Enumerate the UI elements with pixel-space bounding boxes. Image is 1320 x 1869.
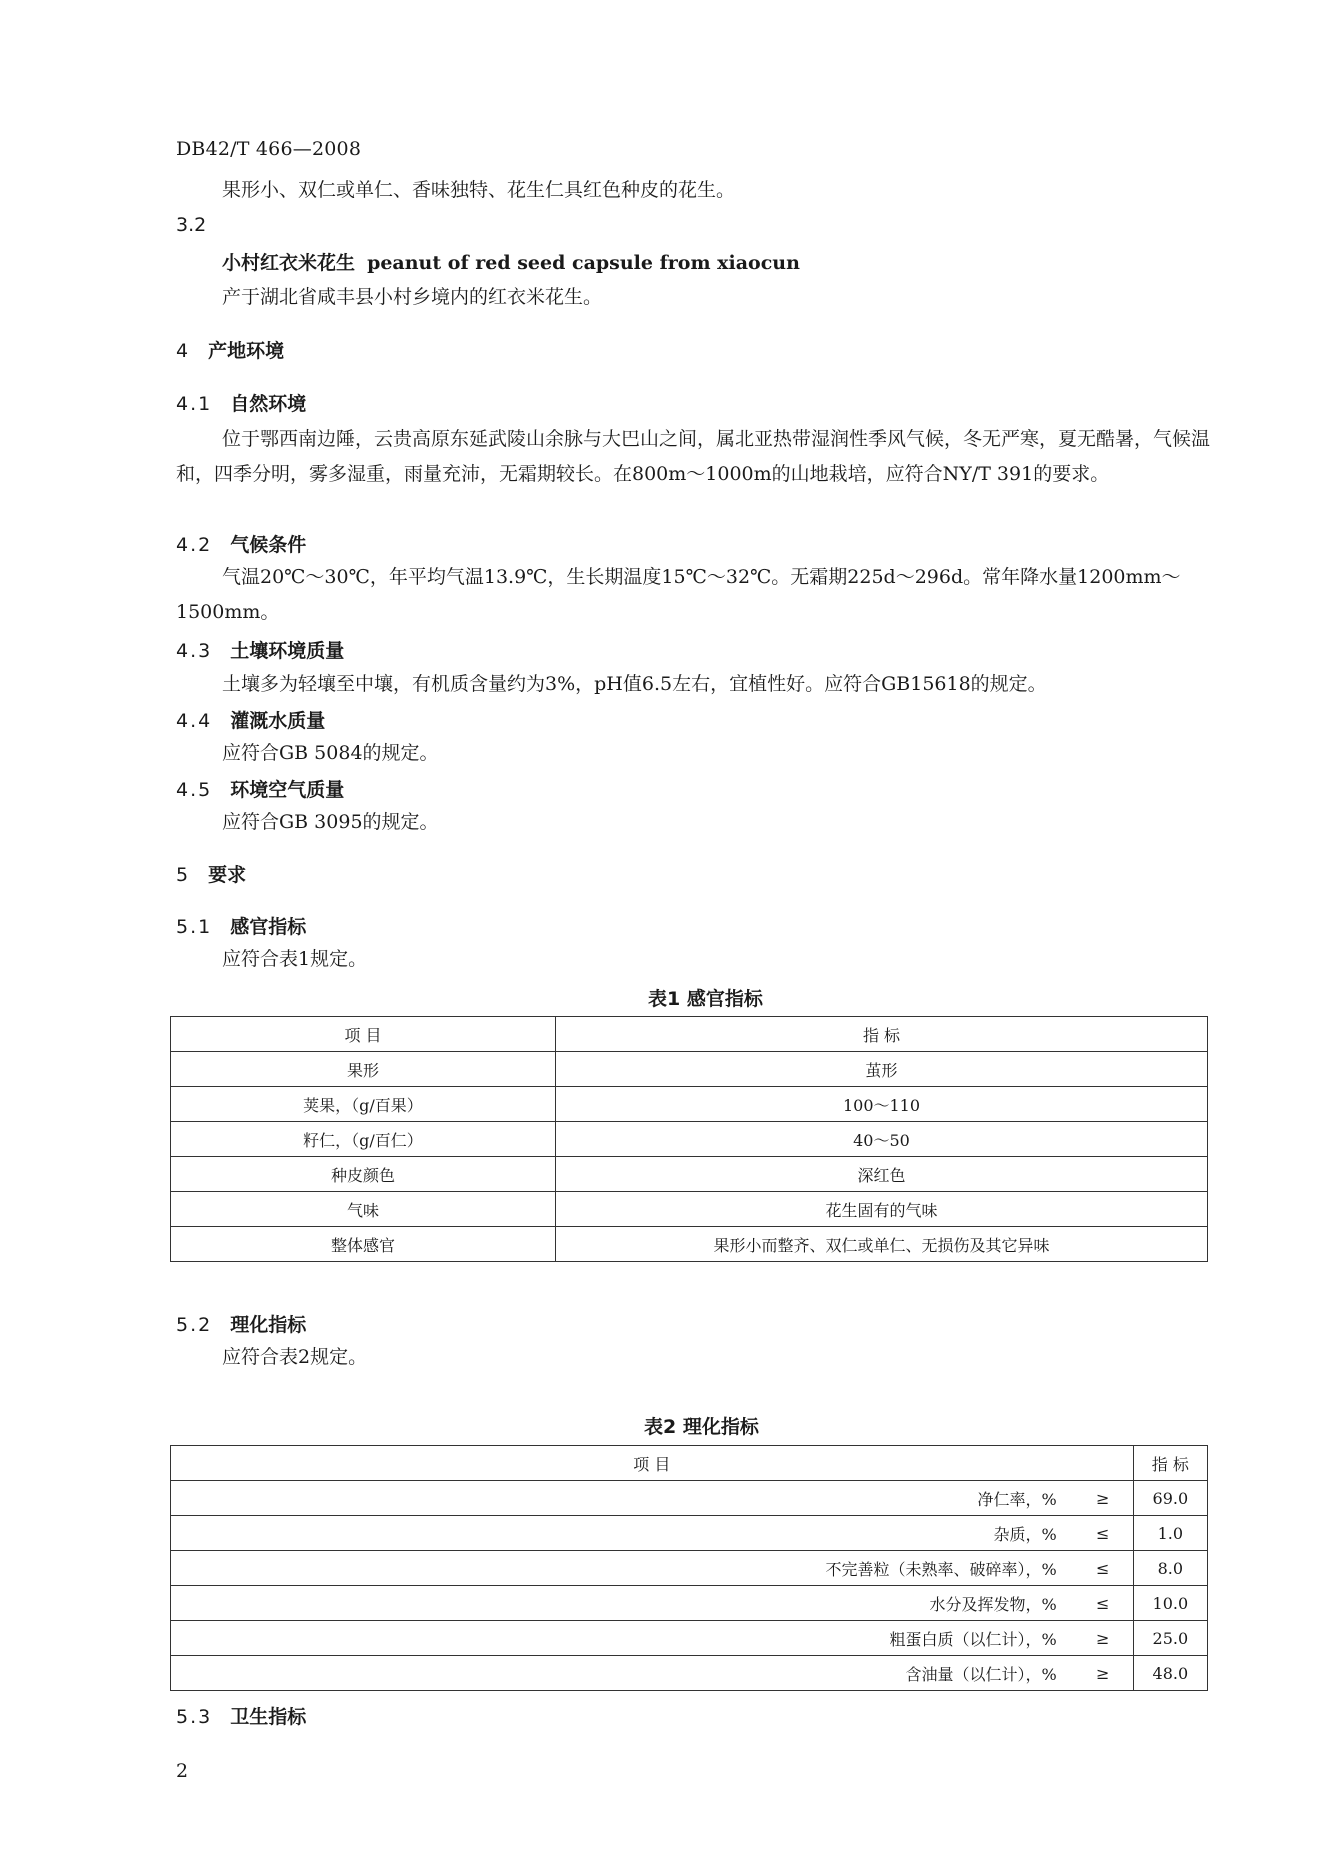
table-cell-value: 茧形 (556, 1052, 1208, 1087)
table-row (171, 1052, 1208, 1087)
table-cell-value: 1.0 (1133, 1516, 1207, 1551)
section-number: 4.1 (176, 393, 213, 415)
section-title: 灌溉水质量 (230, 710, 326, 732)
section-title: 产地环境 (208, 340, 285, 362)
table-row (171, 1227, 1208, 1262)
table1-caption: 表1 感官指标 (648, 988, 763, 1010)
table-cell-item: 杂质，% (171, 1516, 1073, 1551)
table-cell-operator: ≤ (1073, 1516, 1134, 1551)
table-cell-item: 含油量（以仁计），% (171, 1656, 1073, 1691)
table-header-row (171, 1446, 1208, 1481)
table2-physicochemical-indicators (170, 1445, 1208, 1691)
term-definition: 产于湖北省咸丰县小村乡境内的红衣米花生。 (222, 286, 603, 308)
table-header-cell: 项 目 (171, 1017, 556, 1052)
table-header-cell: 项 目 (171, 1446, 1134, 1481)
section-number: 5.3 (176, 1706, 213, 1728)
intro-line: 果形小、双仁或单仁、香味独特、花生仁具红色种皮的花生。 (222, 179, 736, 201)
document-header-code: DB42/T 466—2008 (176, 138, 362, 160)
section-5-3-heading (176, 1702, 306, 1729)
section-5-2-heading (176, 1310, 306, 1337)
section-5-heading (176, 860, 246, 887)
table2-caption: 表2 理化指标 (644, 1416, 759, 1438)
section-4-1-heading (176, 389, 306, 416)
table-cell-operator: ≤ (1073, 1551, 1134, 1586)
section-5-1-heading (176, 912, 306, 939)
section-number: 4 (176, 340, 191, 362)
section-title: 自然环境 (230, 393, 307, 415)
section-number: 3.2 (176, 214, 207, 236)
section-4-5-text: 应符合GB 3095的规定。 (222, 811, 439, 833)
table-header-cell: 指 标 (1133, 1446, 1207, 1481)
section-4-4-heading (176, 706, 325, 733)
table-cell-value: 100～110 (556, 1087, 1208, 1122)
table-cell-item: 不完善粒（未熟率、破碎率），% (171, 1551, 1073, 1586)
term-cn: 小村红衣米花生 (222, 252, 356, 274)
table-row (171, 1656, 1208, 1691)
table-cell-item: 净仁率，% (171, 1481, 1073, 1516)
section-number: 4.4 (176, 710, 213, 732)
section-title: 土壤环境质量 (230, 640, 345, 662)
section-4-heading (176, 336, 284, 363)
table-row (171, 1551, 1208, 1586)
table-cell-value: 48.0 (1133, 1656, 1207, 1691)
section-title: 卫生指标 (230, 1706, 307, 1728)
table1-sensory-indicators (170, 1016, 1208, 1262)
term-line (222, 246, 800, 281)
table-cell-item: 水分及挥发物，% (171, 1586, 1073, 1621)
table-header-cell: 指 标 (556, 1017, 1208, 1052)
section-title: 要求 (208, 864, 247, 886)
table-header-row (171, 1017, 1208, 1052)
section-title: 气候条件 (230, 534, 307, 556)
table-cell-value: 40～50 (556, 1122, 1208, 1157)
section-number: 5 (176, 864, 191, 886)
section-5-2-text: 应符合表2规定。 (222, 1346, 368, 1368)
table-row (171, 1087, 1208, 1122)
section-number: 5.1 (176, 916, 213, 938)
table-cell-operator: ≥ (1073, 1621, 1134, 1656)
table-row (171, 1192, 1208, 1227)
table-cell-value: 69.0 (1133, 1481, 1207, 1516)
table-cell-operator: ≤ (1073, 1586, 1134, 1621)
table-cell-item: 气味 (171, 1192, 556, 1227)
page-number: 2 (176, 1760, 189, 1782)
section-number: 4.2 (176, 534, 213, 556)
table-cell-item: 果形 (171, 1052, 556, 1087)
table-cell-item: 粗蛋白质（以仁计），% (171, 1621, 1073, 1656)
table-row (171, 1516, 1208, 1551)
table-row (171, 1157, 1208, 1192)
term-en: peanut of red seed capsule from xiaocun (367, 252, 800, 274)
table-cell-value: 25.0 (1133, 1621, 1207, 1656)
table-row (171, 1621, 1208, 1656)
section-4-1-text: 位于鄂西南边陲，云贵高原东延武陵山余脉与大巴山之间，属北亚热带湿润性季风气候，冬无严寒，夏无酷暑，气候温和，四季分明，雾多湿重，雨量充沛，无霜期较长。在800m～1000m的山地栽培，应符合NY/T 391的要求。 (176, 428, 1211, 485)
section-4-5-heading (176, 775, 344, 802)
table-cell-operator: ≥ (1073, 1481, 1134, 1516)
section-4-3-heading (176, 636, 344, 663)
table-row (171, 1586, 1208, 1621)
section-number: 5.2 (176, 1314, 213, 1336)
table-row (171, 1122, 1208, 1157)
section-3-2-number (176, 214, 206, 236)
section-number: 4.3 (176, 640, 213, 662)
table-cell-item: 籽仁，（g/百仁） (171, 1122, 556, 1157)
table-cell-value: 深红色 (556, 1157, 1208, 1192)
table-row (171, 1481, 1208, 1516)
section-number: 4.5 (176, 779, 213, 801)
section-4-2-heading (176, 530, 306, 557)
section-title: 理化指标 (230, 1314, 307, 1336)
table-cell-value: 10.0 (1133, 1586, 1207, 1621)
table-cell-item: 种皮颜色 (171, 1157, 556, 1192)
table-cell-item: 荚果，（g/百果） (171, 1087, 556, 1122)
table-cell-value: 果形小而整齐、双仁或单仁、无损伤及其它异味 (556, 1227, 1208, 1262)
table-cell-operator: ≥ (1073, 1656, 1134, 1691)
section-title: 感官指标 (230, 916, 307, 938)
section-4-3-text: 土壤多为轻壤至中壤，有机质含量约为3%，pH值6.5左右，宜植性好。应符合GB15618的规定。 (222, 673, 1047, 695)
table-cell-value: 8.0 (1133, 1551, 1207, 1586)
section-4-4-text: 应符合GB 5084的规定。 (222, 742, 439, 764)
section-5-1-text: 应符合表1规定。 (222, 948, 368, 970)
table-cell-value: 花生固有的气味 (556, 1192, 1208, 1227)
section-title: 环境空气质量 (230, 779, 345, 801)
table-cell-item: 整体感官 (171, 1227, 556, 1262)
section-4-2-text: 气温20℃～30℃，年平均气温13.9℃，生长期温度15℃～32℃。无霜期225d～296d。常年降水量1200mm～1500mm。 (176, 566, 1181, 623)
